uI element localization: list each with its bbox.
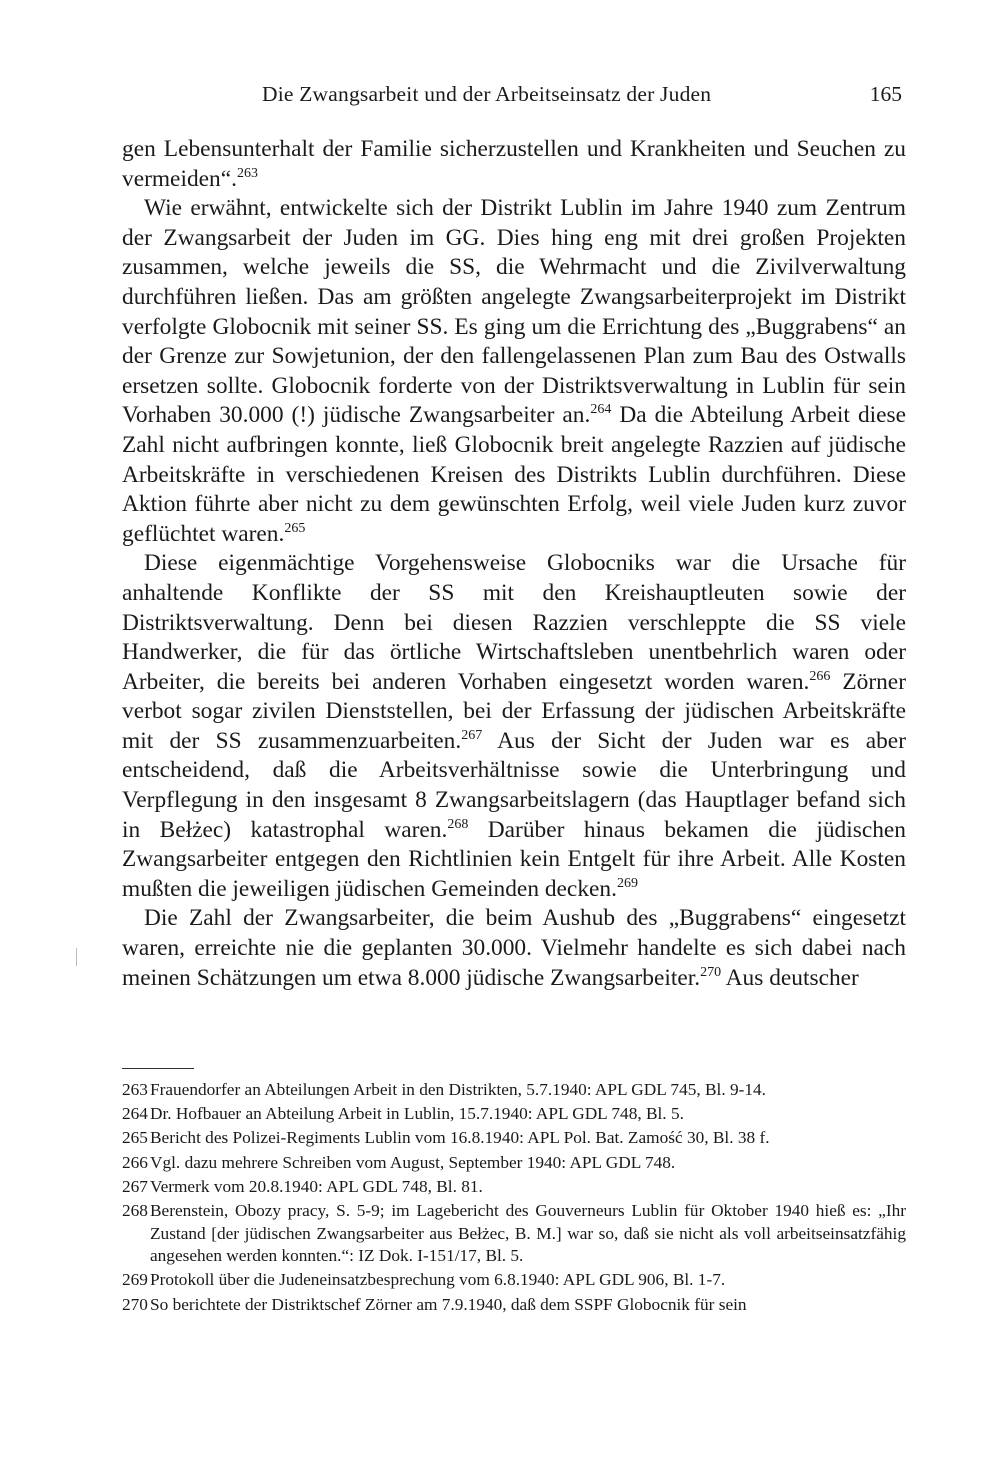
footnote-separator <box>122 1068 194 1069</box>
footnote-265 <box>122 1127 906 1150</box>
footnote-number: 264 <box>122 1104 148 1124</box>
footnote-ref-268: 268 <box>447 816 469 832</box>
footnote-text: Protokoll über die Judeneinsatzbesprechung vom 6.8.1940: APL GDL 906, Bl. 1-7. <box>150 1270 726 1290</box>
paragraph-3 <box>122 549 906 904</box>
body-text <box>122 135 906 993</box>
paragraph-1 <box>122 135 906 194</box>
footnote-text: So berichtete der Distriktschef Zörner am 7.9.1940, daß dem SSPF Globocnik für sein <box>150 1294 747 1314</box>
footnote-ref-265: 265 <box>284 520 306 536</box>
text-run: Darüber hinaus bekamen die jüdischen Zwangsarbeiter entgegen den Richtlinien kein Entgelt für ihre Arbeit. Alle Kosten mußten die jeweiligen jüdischen Gemeinden decken. <box>122 816 906 902</box>
footnote-269 <box>122 1269 906 1292</box>
footnote-270 <box>122 1294 906 1317</box>
footnote-number: 265 <box>122 1128 148 1148</box>
text-run: Aus der Sicht der Juden war es aber entscheidend, daß die Arbeitsverhältnisse sowie die Unterbringung und Verpflegung in den insgesamt 8 Zwangsarbeitslagern (das Hauptlager befand sich in Bełżec) katastrophal waren. <box>122 727 906 843</box>
footnote-number: 269 <box>122 1270 148 1290</box>
footnotes <box>122 1079 906 1318</box>
page-number: 165 <box>869 82 902 106</box>
footnote-268 <box>122 1200 906 1268</box>
text-run: Diese eigenmächtige Vorgehensweise Globocniks war die Ursache für anhaltende Konflikte der SS mit den Kreishauptleuten sowie der Distriktsverwaltung. Denn bei diesen Razzien verschleppte die SS viele Handwerker, die für das örtliche Wirtschaftsleben unentbehrlich waren oder Arbeiter, die bereits bei anderen Vorhaben eingesetzt worden waren. <box>122 550 906 695</box>
footnote-ref-264: 264 <box>590 402 612 418</box>
footnote-266 <box>122 1152 906 1175</box>
footnote-text: Vgl. dazu mehrere Schreiben vom August, September 1940: APL GDL 748. <box>150 1152 676 1172</box>
footnote-number: 267 <box>122 1176 148 1196</box>
paragraph-2 <box>122 194 906 549</box>
footnote-263 <box>122 1079 906 1102</box>
text-run: Aus deutscher <box>721 964 859 991</box>
page-header <box>122 82 906 114</box>
text-run: Da die Abteilung Arbeit diese Zahl nicht aufbringen konnte, ließ Globocnik breit angelegte Razzien auf jüdische Arbeitskräfte in verschiedenen Kreisen des Distrikts Lublin durchführen. Diese Aktion führte aber nicht zu dem gewünschten Erfolg, weil viele Juden kurz zuvor geflüchtet waren. <box>122 402 906 547</box>
running-head: Die Zwangsarbeit und der Arbeitseinsatz der Juden <box>262 82 712 106</box>
text-run: Wie erwähnt, entwickelte sich der Distrikt Lublin im Jahre 1940 zum Zentrum der Zwangsarbeit der Juden im GG. Dies hing eng mit drei großen Projekten zusammen, welche jeweils die SS, die Wehrmacht und die Zivilverwaltung durchführen ließen. Das am größten angelegte Zwangsarbeiterprojekt im Distrikt verfolgte Globocnik mit seiner SS. Es ging um die Errichtung des „Buggrabens“ an der Grenze zur Sowjetunion, der den fallengelassenen Plan zum Bau des Ostwalls ersetzen sollte. Globocnik forderte von der Distriktsverwaltung in Lublin für sein Vorhaben 30.000 (!) jüdische Zwangsarbeiter an. <box>122 195 906 429</box>
scan-speck <box>76 948 77 966</box>
footnote-number: 266 <box>122 1152 148 1172</box>
footnote-ref-269: 269 <box>616 875 638 891</box>
footnote-number: 268 <box>122 1200 148 1220</box>
footnote-264 <box>122 1103 906 1126</box>
footnote-text: Berenstein, Obozy pracy, S. 5-9; im Lagebericht des Gouverneurs Lublin für Oktober 1940 hieß es: „Ihr Zustand [der jüdischen Zwangsarbeiter aus Bełżec, B. M.] war so, daß sie nicht als voll arbeitseinsatzfähig angesehen werden konnten.“: IZ Dok. I-151/17, Bl. 5. <box>150 1200 906 1266</box>
footnote-ref-267: 267 <box>461 727 483 743</box>
footnote-ref-266: 266 <box>809 668 831 684</box>
footnote-text: Vermerk vom 20.8.1940: APL GDL 748, Bl. 81. <box>150 1176 483 1196</box>
footnote-text: Bericht des Polizei-Regiments Lublin vom 16.8.1940: APL Pol. Bat. Zamość 30, Bl. 38 f. <box>150 1128 770 1148</box>
paragraph-4 <box>122 904 906 993</box>
footnote-ref-270: 270 <box>700 964 722 980</box>
footnote-text: Frauendorfer an Abteilungen Arbeit in den Distrikten, 5.7.1940: APL GDL 745, Bl. 9-14. <box>150 1080 766 1099</box>
text-run: Zörner verbot sogar zivilen Dienststellen, bei der Erfassung der jüdischen Arbeitskräfte mit der SS zusammenzuarbeiten. <box>122 668 906 754</box>
footnote-ref-263: 263 <box>236 165 258 181</box>
footnote-number: 263 <box>122 1080 148 1099</box>
text-run: Die Zahl der Zwangsarbeiter, die beim Aushub des „Buggrabens“ eingesetzt waren, erreichte nie die geplanten 30.000. Vielmehr handelte es sich dabei nach meinen Schätzungen um etwa 8.000 jüdische Zwangsarbeiter. <box>122 905 906 991</box>
footnote-text: Dr. Hofbauer an Abteilung Arbeit in Lublin, 15.7.1940: APL GDL 748, Bl. 5. <box>150 1104 684 1124</box>
footnote-267 <box>122 1176 906 1199</box>
footnote-number: 270 <box>122 1294 148 1314</box>
text-run: gen Lebensunterhalt der Familie sicherzustellen und Krankheiten und Seuchen zu vermeiden“. <box>122 136 906 192</box>
